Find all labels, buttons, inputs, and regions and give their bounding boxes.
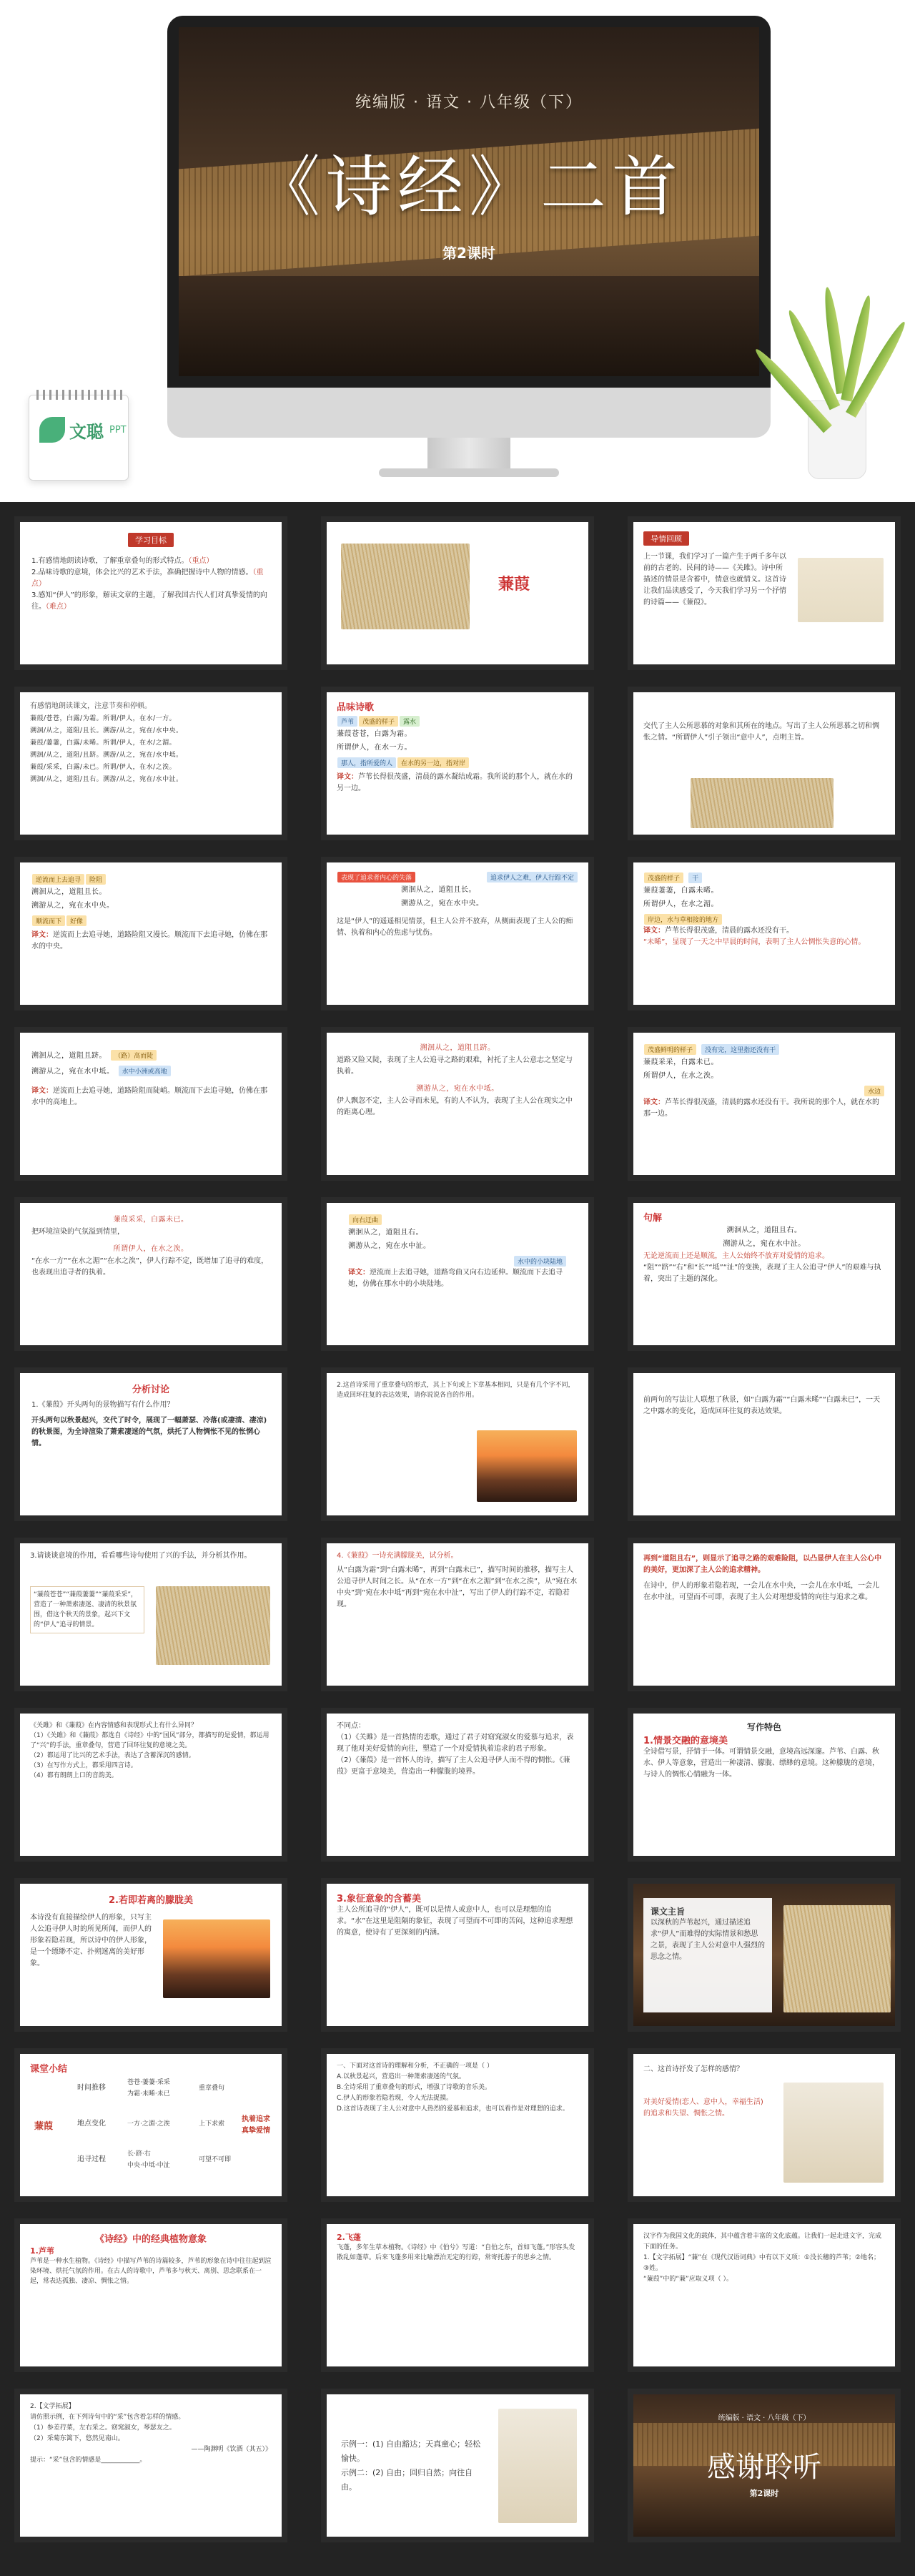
poem-line-2: 溯游从之，宛在水中坻。 <box>31 1068 114 1076</box>
goal-2: 2.品味诗歌的意境，体会比兴的艺术手法，准确把握诗中人物的情感。（重点） <box>31 569 264 588</box>
sunset-reed-photo <box>477 1430 577 1502</box>
explain-text-2: “在水一方”“在水之湄”“在水之涘”，伊人行踪不定，既增加了追寻的难度，也表现出追寻者的执着。 <box>31 1257 269 1277</box>
monitor-neck <box>427 438 510 471</box>
poem-line-2: 溯游从之，宛在水中沚。 <box>348 1242 431 1250</box>
slide-18-explain[interactable] <box>628 1367 901 1521</box>
explain-text-1: 把环境渲染的气氛溢到情里， <box>31 1228 124 1236</box>
summary-conclusion: 执着追求 真挚爱情 <box>242 2115 270 2135</box>
option-a: A.以秋景起兴，营造出一种萧索凄迷的气氛。 <box>337 2073 465 2080</box>
translation-text: 逆流而上去追寻她，道路险阻又漫长。顺流而下去追寻她，仿佛在那水的中央。 <box>31 931 267 950</box>
poem-line-1: 溯洄从之，道阻且右。 <box>726 1226 802 1234</box>
slide-23-compare[interactable] <box>321 1708 594 1862</box>
annotation-tag: 茂盛鲜明的样子 <box>644 1044 696 1055</box>
annotation-tag: 险阻 <box>86 874 106 885</box>
annotation-tag: 茂盛的样子 <box>359 716 398 727</box>
poem-line-1: 蒹葭萋萋，白露未晞。 <box>643 887 718 895</box>
slide-30-exercise[interactable] <box>628 2048 901 2202</box>
sunset-photo <box>163 1919 270 1998</box>
slide-heading: 2.【文学拓展】 <box>30 2403 75 2410</box>
table-decoration <box>179 276 759 376</box>
slide-2-title[interactable] <box>321 516 594 670</box>
answer-1: （1）《关雎》是一首热情的恋歌，通过了君子对窈窕淑女的爱慕与追求，表现了他对美好爱情的向往，塑造了一个对爱情执着追求的君子形象。 <box>337 1734 574 1753</box>
section-title: 2.飞蓬 <box>337 2233 361 2242</box>
summary-leaf: 一方·之湄·之涘 <box>127 2120 170 2128</box>
annotation-tag: 没有完，这里指还没有干 <box>701 1044 779 1055</box>
tip-text: 提示：“采”包含的情感是____________。 <box>30 2457 147 2464</box>
poem-line-2: 所谓伊人，在水之湄。 <box>643 900 718 908</box>
slide-3-review[interactable] <box>628 516 901 670</box>
poem-line-2: 溯游从之，宛在水中央。 <box>31 902 114 910</box>
explain-text: 交代了主人公所思慕的对象和其所在的地点。写出了主人公所思慕之切和惆怅之情。“所谓伊人”引子领出“意中人”，点明主旨。 <box>643 722 879 742</box>
summary-leaf: 长·跻·右 <box>127 2150 151 2158</box>
explain-text: 前两句的写法让人联想了秋景，如“白露为霜”“白露未晞”“白露未已”，一天之中露水的变化，造成回环往复的表达效果。 <box>643 1396 881 1415</box>
slide-7-line[interactable] <box>14 857 287 1011</box>
cover-slide[interactable] <box>179 27 759 376</box>
example-2: （2）采菊东篱下，悠然见南山。 <box>30 2435 124 2442</box>
translation-label: 译文： <box>643 927 665 935</box>
question-text: 一、下面对这首诗的理解和分析，不正确的一项是（ ） <box>337 2063 493 2070</box>
poem-line-2: 所谓伊人，在水一方。 <box>337 744 412 752</box>
sample-answer: “蒹葭苍苍”“蒹葭萋萋”“蒹葭采采”，营造了一种萧索凄迷、凄清的秋景氛围，借这个秋天的景象，起兴下文的“伊人”追寻的情景。 <box>30 1586 144 1633</box>
slide-heading: 课堂小结 <box>30 2064 68 2075</box>
slide-27-theme[interactable] <box>628 1878 901 2032</box>
poem-line-2: 所谓伊人，在水之涘。 <box>643 1072 718 1080</box>
slide-15-explain[interactable] <box>628 1197 901 1351</box>
section-title: 1.芦苇 <box>30 2246 54 2256</box>
section-text: 飞蓬，多年生草本植物。《诗经》中《伯兮》写道：“自伯之东，首如飞蓬。”形容头发散乱如蓬草。后来飞蓬多用来比喻漂泊无定的行踪，常寄托游子的思乡之情。 <box>337 2244 575 2261</box>
slide-8-line[interactable] <box>321 857 594 1011</box>
slide-heading: 课文主旨 <box>651 1907 686 1917</box>
slide-11-line[interactable] <box>321 1027 594 1181</box>
slide-heading: 写作特色 <box>746 1722 781 1732</box>
poem-line-1: 蒹葭苍苍，白露为霜。 <box>337 730 412 738</box>
slide-title: 蒹葭 <box>498 576 530 594</box>
cover-subtitle: 统编版 · 语文 · 八年级（下） <box>355 94 583 112</box>
translation-text: 芦苇长得很茂盛，清晨的露水还没有干。我所说的那个人，就在水的那一边。 <box>643 1098 879 1118</box>
option-d: D.这首诗表现了主人公对意中人热烈的爱慕和追求，也可以看作是对理想的追求。 <box>337 2105 569 2113</box>
translation-text: 逆流而上去追寻她，道路弯曲又向右边延伸。顺流而下去追寻她，仿佛在那水中的小块陆地。 <box>348 1269 563 1288</box>
section-text: 全诗借写景，抒情于一体。可谓情景交融，意境高远深邃。芦苇、白露、秋水、伊人等意象，营造出一种凄清、朦胧、缥缈的意境。这种朦胧的意境，与诗人的惆怅心情融为一体。 <box>643 1748 879 1779</box>
hero-banner <box>0 0 915 501</box>
summary-leaf: 为霜·未晞·未已 <box>127 2090 170 2098</box>
poem-line-6: 溯洄/从之，道阻/且右。溯游/从之，宛在/水中沚。 <box>30 776 183 783</box>
annotation-tag: 向右迂曲 <box>349 1214 382 1225</box>
slide-21-answer[interactable] <box>628 1538 901 1691</box>
slide-29-exercise[interactable] <box>321 2048 594 2202</box>
poem-line-1: 溯洄从之，道阻且长。 <box>401 886 476 894</box>
example-1: （1）参差荇菜，左右采之。窈窕淑女，琴瑟友之。 <box>30 2424 176 2432</box>
poem-line-2: 溯游从之，宛在水中沚。 <box>723 1240 806 1248</box>
reed-photo <box>783 1905 891 2012</box>
poem-line-1: 蒹葭采采，白露未已。 <box>113 1216 189 1224</box>
brand-calendar <box>29 395 129 481</box>
section-text: 芦苇是一种水生植物。《诗经》中描写芦苇的诗篇较多，芦苇的形象在诗中往往起到渲染环境、烘托气氛的作用。在古人的诗歌中，芦苇多与秋天、离别、思念联系在一起，常表达孤独、凄凉、惆怅之情。 <box>30 2258 272 2285</box>
pill-label: 导情回顾 <box>643 531 689 546</box>
cover-title: 《诗经》二首 <box>254 149 683 225</box>
example-text: 自由；回归自然；向往自由。 <box>341 2468 473 2492</box>
explain-text: 这是“伊人”的遥遥相见情景，但主人公并不放弃，从侧面表现了主人公的痴情、执着和内心的焦虑与忧伤。 <box>337 918 573 937</box>
reed-photo <box>341 544 470 629</box>
summary-leaf: 苍苍·萋萋·采采 <box>127 2079 170 2086</box>
slide-4-reading[interactable] <box>14 687 287 840</box>
translation-label: 译文： <box>31 1087 53 1095</box>
poem-line-1: 溯洄从之，道阻且右。 <box>348 1229 423 1237</box>
reed-photo <box>156 1586 270 1665</box>
translation-text: 芦苇长得很茂盛，清晨的露水还没有干。 <box>665 927 793 935</box>
answer-text: 开头两句以秋景起兴，交代了时令，展现了一幅萧瑟、冷落(或凄清、凄凉)的秋景图，为全诗渲染了萧索凄迷的气氛，烘托了人物惆怅不见的怅惘心情。 <box>31 1417 267 1447</box>
annotation-tag: 水边 <box>864 1086 884 1096</box>
highlight-text: 再到“道阻且右”，则显示了追寻之路的艰难险阻，以凸显伊人在主人公心中的美好，更加深了主人公的追求精神。 <box>643 1555 882 1574</box>
question-text: 3.请谈谈意境的作用，看看哪些诗句使用了兴的手法，并分析其作用。 <box>30 1552 252 1560</box>
annotation-tag: 水中的小块陆地 <box>514 1256 566 1267</box>
monitor-stand <box>379 468 559 477</box>
poem-line-4: 溯洄/从之，道阻/且跻。溯游/从之，宛在/水中坻。 <box>30 752 183 759</box>
bird-painting <box>783 2083 884 2183</box>
goal-3: 3.感知“伊人”的形象，解读文章的主题，了解我国古代人们对真挚爱情的向往。（难点） <box>31 591 267 611</box>
annotation-tag: 茂盛的样子 <box>644 872 683 883</box>
poem-line-1: 溯洄从之，道阻且跻。 <box>420 1044 495 1052</box>
task-2: “蒹葭”中的“蒹”应取义项（ ）。 <box>643 2276 733 2283</box>
highlight-text: 无论逆流而上还是顺流，主人公始终不放弃对爱情的追求。 <box>643 1252 829 1260</box>
slide-34-extension[interactable] <box>14 2389 287 2542</box>
option-b: B.全诗采用了重章叠句的形式，增强了诗歌的音乐美。 <box>337 2084 492 2091</box>
answer-4: （4）都有朗朗上口的音韵美。 <box>30 1772 118 1779</box>
answer-3: （3）在写作方式上，都采用四言诗。 <box>30 1762 137 1769</box>
poem-line-1: 溯洄从之，道阻且长。 <box>31 888 107 896</box>
poem-line-2: 溯游从之，宛在水中央。 <box>401 900 484 908</box>
slide-25-features[interactable] <box>14 1878 287 2032</box>
question-text: 2.这首诗采用了重章叠句的形式，其上下句或上下章基本相同，只是有几个字不同，造成回环往复的表达效果，请你说说各自的作用。 <box>337 1382 575 1399</box>
answer-2: （2）《蒹葭》是一首怀人的诗，描写了主人公追寻伊人而不得的惆怅。《蒹葭》更富于意境美，营造出一种朦胧的境界。 <box>337 1756 570 1776</box>
reed-photo <box>691 778 834 828</box>
slide-14-line[interactable] <box>321 1197 594 1351</box>
translation-label: 译文： <box>31 931 53 939</box>
intro-text: 汉字作为我国文化的载体，其中蕴含着丰富的文化底蕴。让我们一起走进文字，完成下面的任务。 <box>643 2233 882 2251</box>
summary-root: 蒹葭 <box>34 2121 54 2132</box>
annotation-tag: 那人，指所爱的人 <box>337 757 396 768</box>
answer-text: 从“白露为霜”到“白露未晞”，再到“白露未已”，描写时间的推移，描写主人公追寻伊人时间之长。从“在水一方”到“在水之湄”到“在水之涘”，从“宛在水中央”到“宛在水中坻”再到“宛在水中沚”，写出了伊人的行踪不定，若隐若现。 <box>337 1566 578 1608</box>
slide-20-question[interactable] <box>321 1538 594 1691</box>
poem-line-2: 所谓伊人，在水之涘。 <box>113 1245 189 1253</box>
goal-1: 1.有感情地朗读诗歌，了解重章叠句的形式特点。（重点） <box>31 557 214 565</box>
slide-12-line[interactable] <box>628 1027 901 1181</box>
section-text: 主人公所追寻的“伊人”，既可以是情人或意中人，也可以是理想的追求。“水”在这里是阻隔的象征，表现了可望而不可即的苦闷，这种追求理想的寓意，使诗有了更深刻的内涵。 <box>337 1906 573 1937</box>
example-label: 示例一：(1) <box>341 2439 384 2449</box>
translation-text: 逆流而上去追寻她，道路险阻而陡峭。顺流而下去追寻她，仿佛在那水中的高地上。 <box>31 1087 267 1106</box>
answer-2: （2）都运用了比兴的艺术手法，表达了含蓄深沉的感情。 <box>30 1752 195 1759</box>
poem-line-1: 蒹葭/苍苍，白露/为霜。所谓/伊人，在水/一方。 <box>30 715 177 722</box>
slide-5-analysis[interactable] <box>321 687 594 840</box>
cover-lesson: 第2课时 <box>442 245 495 262</box>
ink-painting-photo <box>798 558 884 622</box>
thanks-lesson: 第2课时 <box>749 2489 779 2498</box>
example-source: ——陶渊明《饮酒（其五）》 <box>191 2446 272 2453</box>
slide-heading: 《诗经》中的经典植物意象 <box>94 2234 207 2245</box>
poem-line-1: 溯洄从之，道阻且跻。 <box>31 1052 107 1060</box>
annotation-tag: 在水的另一边，指对岸 <box>397 757 469 768</box>
example-label: 示例二：(2) <box>341 2468 384 2477</box>
slide-heading: 不同点： <box>337 1722 365 1730</box>
slide-35-answer[interactable] <box>321 2389 594 2542</box>
summary-key: 可望不可即 <box>199 2156 232 2163</box>
annotation-tag: 露水 <box>400 716 420 727</box>
brand-logo <box>39 417 127 443</box>
slide-heading: 句解 <box>643 1213 663 1224</box>
explain-text-1: 道路又险又陡，表现了主人公追寻之路的艰难，衬托了主人公意志之坚定与执着。 <box>337 1056 573 1076</box>
annotation-tag: 岸边，水与草相接的地方 <box>644 914 722 925</box>
leaf-icon <box>39 417 65 443</box>
pill-label: 学习目标 <box>128 533 174 547</box>
slide-32-plants[interactable] <box>321 2218 594 2372</box>
slide-heading: 分析讨论 <box>132 1385 169 1395</box>
question-text: 请仿照示例，在下列诗句中的“采”包含着怎样的情感。 <box>30 2414 185 2421</box>
poem-line-3: 蒹葭/萋萋，白露/未晞。所谓/伊人，在水/之湄。 <box>30 739 177 747</box>
annotation-tag: 芦苇 <box>337 716 357 727</box>
slide-13-line[interactable] <box>14 1197 287 1351</box>
task-1: 1.【文字拓展】“蒹”在《现代汉语词典》中有以下义项：①没长穗的芦苇；②地名；③姓。 <box>643 2254 881 2272</box>
translation-label: 译文： <box>337 773 358 781</box>
slide-33-extension[interactable] <box>628 2218 901 2372</box>
slide-22-compare[interactable] <box>14 1708 287 1862</box>
thanks-subtitle: 统编版 · 语文 · 八年级（下） <box>718 2414 811 2422</box>
explain-text-2: 伊人飘忽不定，主人公寻而未见，有的人不认为，表现了主人公在现实之中的距离心理。 <box>337 1097 573 1116</box>
summary-branch-2: 地点变化 <box>77 2120 106 2128</box>
summary-key: 上下求索 <box>199 2120 225 2128</box>
theme-panel <box>643 1898 772 2012</box>
monitor-chin <box>167 388 771 438</box>
slide-26-features[interactable] <box>321 1878 594 2032</box>
option-c: C.伊人的形象若隐若现，令人无法捉摸。 <box>337 2095 453 2102</box>
slide-24-features[interactable] <box>628 1708 901 1862</box>
answer-1: （1）《关雎》和《蒹葭》都选自《诗经》中的“国风”部分，都描写的是爱情，都运用了“兴”的手法，重章叠句，营造了回环往复的意境之美。 <box>30 1732 269 1749</box>
slide-heading: 品味诗歌 <box>337 702 375 713</box>
question-text: 《关雎》和《蒹葭》在内容情感和表现形式上有什么异同？ <box>30 1722 198 1729</box>
slide-6-explain[interactable] <box>628 687 901 840</box>
poem-line-2: 溯游从之，宛在水中坻。 <box>416 1085 499 1093</box>
slide-9-line[interactable] <box>628 857 901 1011</box>
annotation-tag: （路）高而陡 <box>111 1050 157 1061</box>
logo-sub: PPT <box>109 424 127 436</box>
slide-thumbnail-grid <box>0 502 915 2576</box>
note-text: “阻”“跻”“右”和“长”“坻”“沚”的变换，表现了主人公追寻“伊人”的艰难与执着，突出了主题的深化。 <box>643 1264 881 1283</box>
summary-leaf: 中央·中坻·中沚 <box>127 2162 170 2169</box>
translation-text: 芦苇长得很茂盛，清晨的露水凝结成霜。我所说的那个人，就在水的另一边。 <box>337 773 573 792</box>
slide-heading: 有感情地朗读课文，注意节奏和停顿。 <box>30 702 152 710</box>
slide-28-summary[interactable] <box>14 2048 287 2202</box>
annotation-tag: 水中小洲或高地 <box>119 1066 171 1076</box>
annotation-tag: 逆流而上去追寻 <box>32 874 84 885</box>
logo-name: 文聪 <box>69 421 104 442</box>
question-text: 二、这首诗抒发了怎样的感情？ <box>643 2065 743 2073</box>
section-title: 2.若即若离的朦胧美 <box>109 1895 193 1906</box>
calendar-rings <box>36 390 122 400</box>
poem-line-2: 溯洄/从之，道阻/且长。溯游/从之，宛在/水中央。 <box>30 727 183 734</box>
slide-36-thanks[interactable] <box>628 2389 901 2542</box>
question-text: 4.《蒹葭》一诗充满朦胧美，试分析。 <box>337 1552 458 1560</box>
thanks-title: 感谢聆听 <box>707 2451 821 2484</box>
flower-painting <box>498 2409 577 2523</box>
annotation-tag: 顺流而下 <box>32 915 65 926</box>
summary-branch-3: 追寻过程 <box>77 2155 106 2163</box>
section-title: 1.情景交融的意境美 <box>643 1736 728 1746</box>
annotation-tag: 干 <box>688 872 702 883</box>
slide-16-discussion[interactable] <box>14 1367 287 1521</box>
answer-text: 在诗中，伊人的形象若隐若现，一会儿在水中央，一会儿在水中坻，一会儿在水中沚，可望而不可即，表现了主人公对理想爱情的向往与追求之难。 <box>643 1582 879 1601</box>
summary-key: 重章叠句 <box>199 2085 225 2092</box>
summary-branch-1: 时间推移 <box>77 2084 106 2092</box>
section-text: 本诗没有直接描绘伊人的形象，只写主人公追寻伊人时的所见所闻，而伊人的形象若隐若现，所以诗中的伊人形象，是一个缥缈不定、扑朔迷离的美好形象。 <box>30 1914 152 1967</box>
section-title: 3.象征意象的含蓄美 <box>337 1894 421 1904</box>
theme-text: 以深秋的芦苇起兴，通过描述追求“伊人”而难得的实际情景和愁思之景，表现了主人公对意中人强烈的思念之情。 <box>651 1919 765 1961</box>
translation-label: 译文： <box>643 1098 665 1106</box>
monitor-frame <box>167 16 771 388</box>
poem-line-1: 蒹葭采采，白露未已。 <box>643 1058 718 1066</box>
slide-1-goals[interactable] <box>14 516 287 670</box>
example-text: 自由豁达；天真童心；轻松愉快。 <box>341 2439 481 2463</box>
slide-31-plants[interactable] <box>14 2218 287 2372</box>
question-text: 1.《蒹葭》开头两句的景物描写有什么作用？ <box>31 1401 174 1409</box>
annotation-tag: 追求伊人之难，伊人行踪不定 <box>487 872 578 883</box>
note-text: “未晞”，显现了一天之中早晨的时间，表明了主人公惆怅失意的心情。 <box>643 938 866 946</box>
slide-10-line[interactable] <box>14 1027 287 1181</box>
review-text: 上一节课，我们学习了一篇产生于两千多年以前的古老的、民间的诗——《关雎》。诗中所描述的情景是含蓄中，情意也就情义。这首诗让我们品读感受了，今天我们学习另一个抒情的诗篇——《蒹葭》。 <box>643 553 786 606</box>
translation-label: 译文： <box>348 1269 370 1277</box>
poem-line-5: 蒹葭/采采，白露/未已。所谓/伊人，在水/之涘。 <box>30 764 177 771</box>
annotation-tag: 好像 <box>66 915 86 926</box>
slide-17-question[interactable] <box>321 1367 594 1521</box>
annotation-tag: 表现了追求者内心的失落 <box>337 872 415 883</box>
slide-19-question[interactable] <box>14 1538 287 1691</box>
answer-text: 对美好爱情(恋人、意中人，幸福生活)的追求和失望、惆怅之情。 <box>643 2098 763 2118</box>
